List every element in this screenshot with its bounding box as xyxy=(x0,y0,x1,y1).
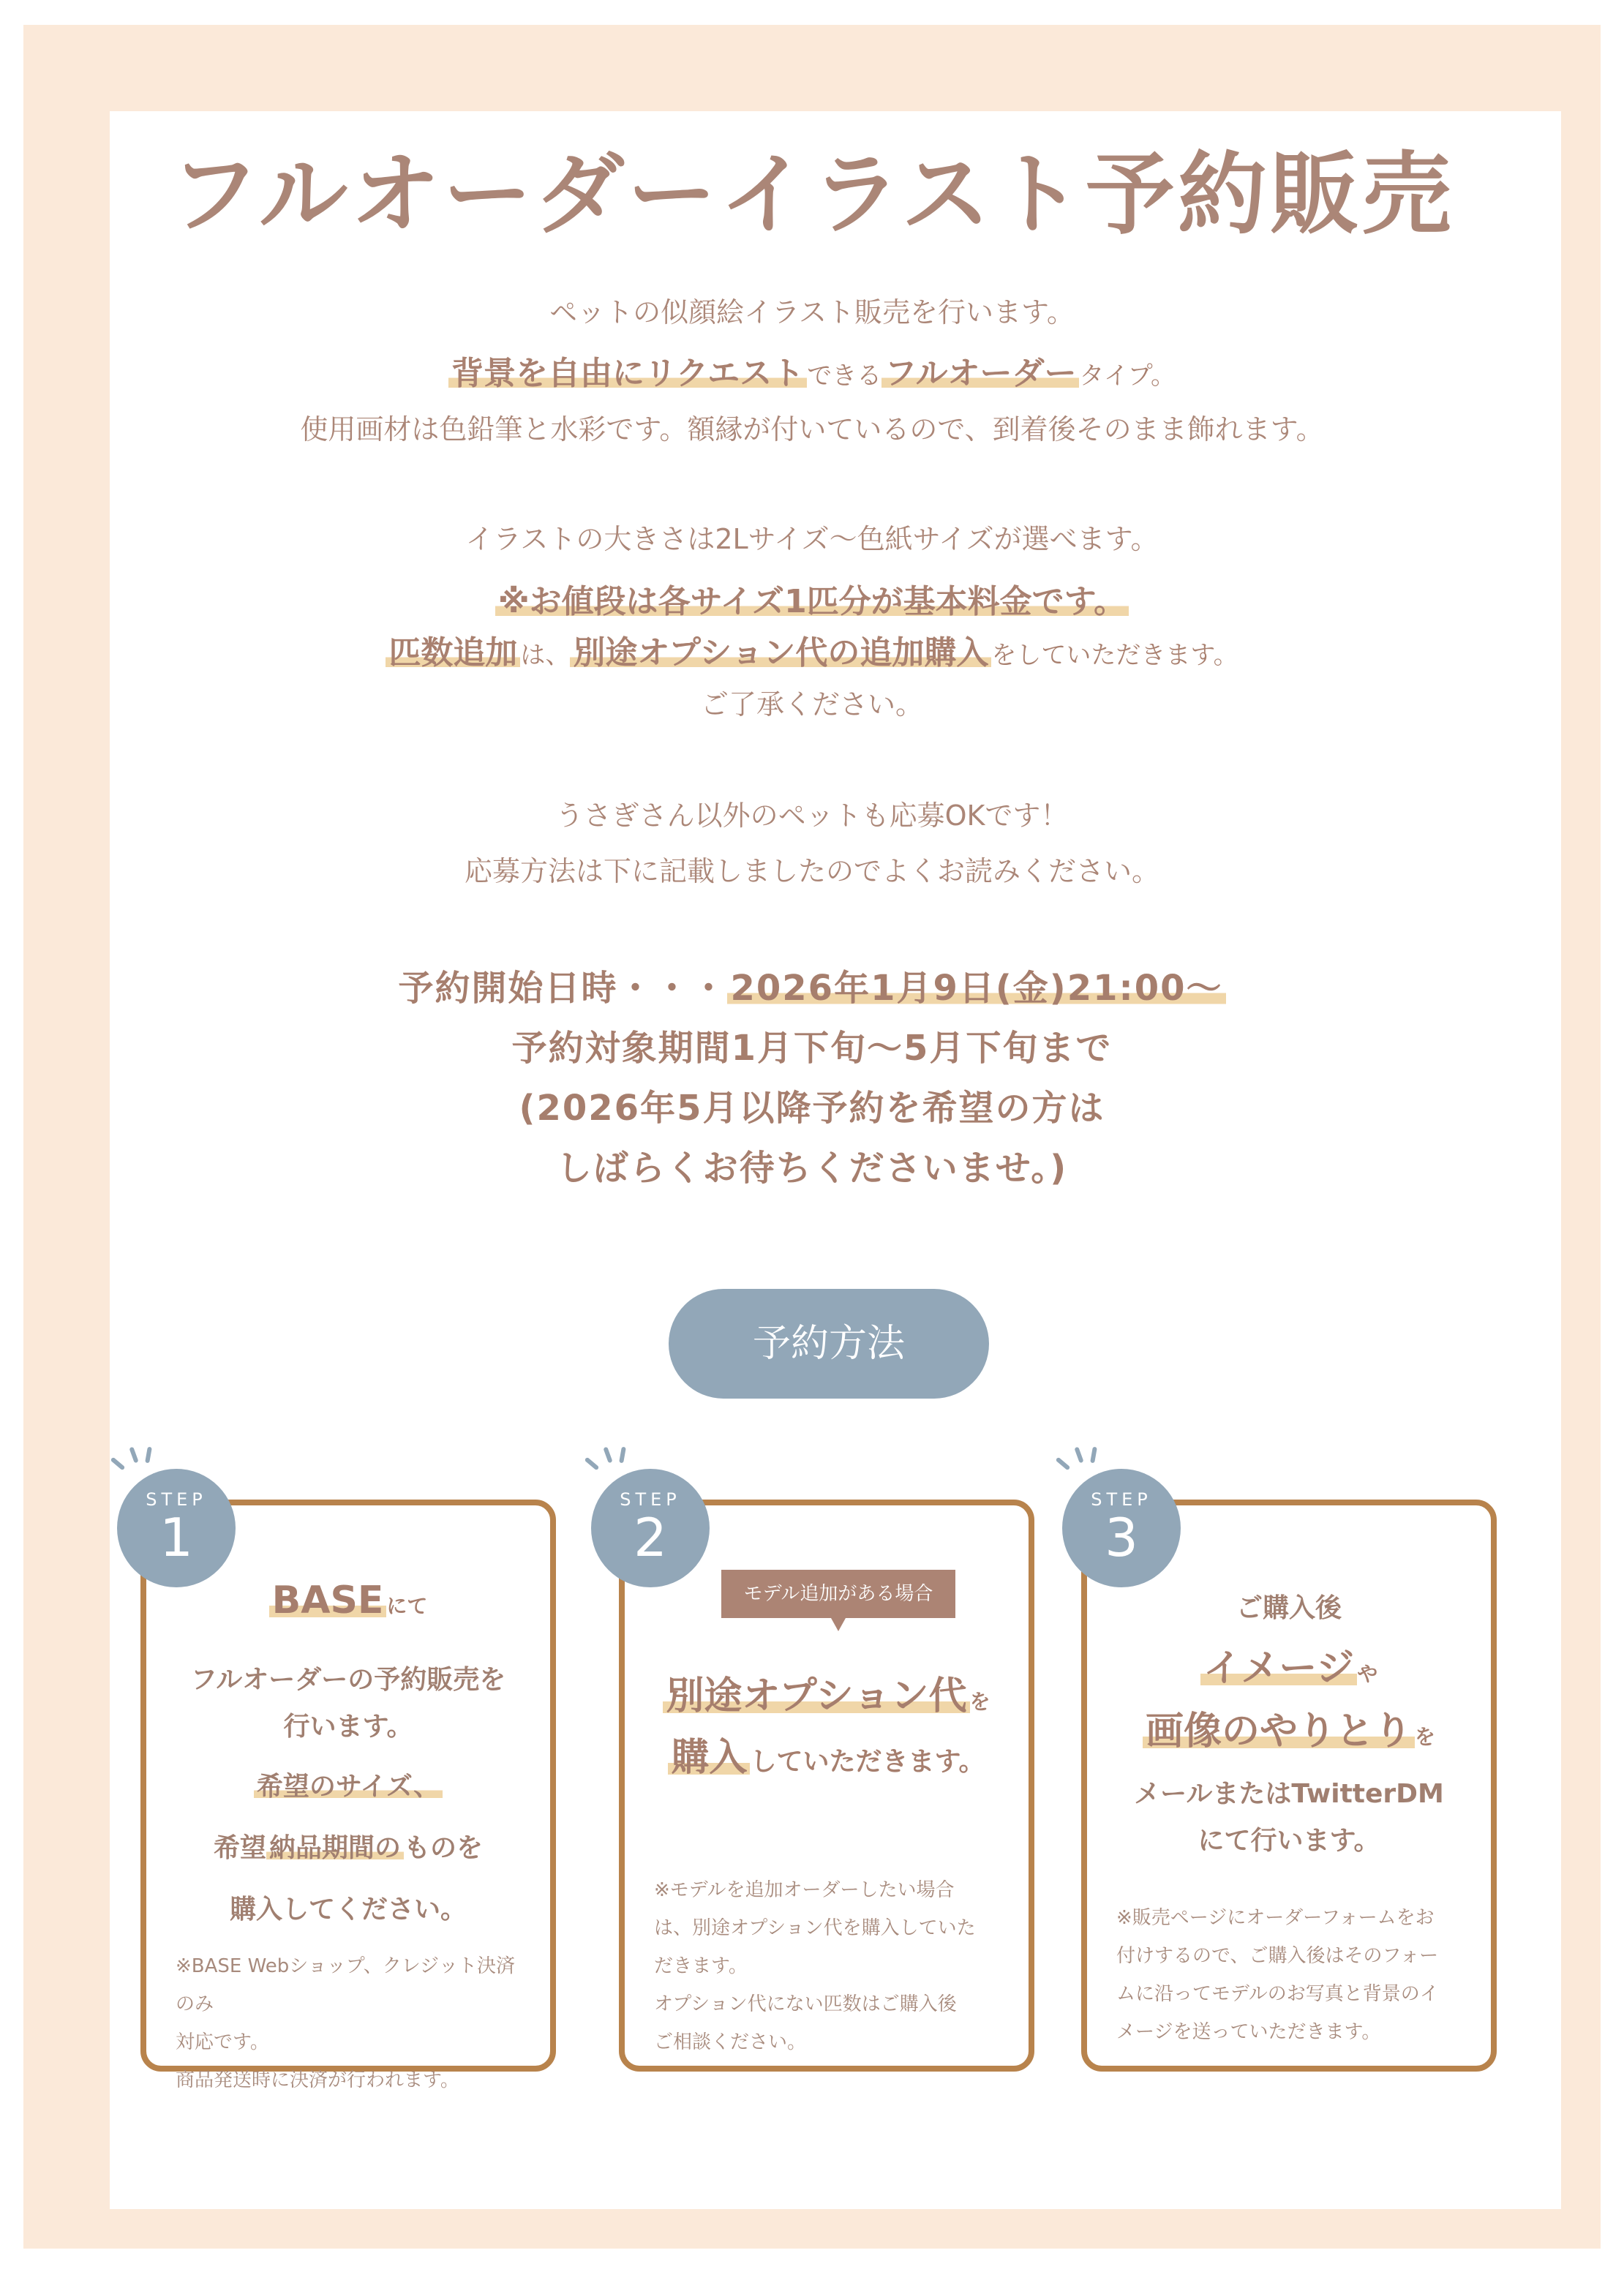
highlight-option-purchase: 別途オプション代の追加購入 xyxy=(570,634,991,672)
page-title: フルオーダーイラスト予約販売 xyxy=(170,143,1454,247)
intro-line-9: 応募方法は下に記載しましたのでよくお読みください。 xyxy=(464,855,1159,887)
intro-line-3: 使用画材は色鉛筆と水彩です。額縁が付いているので、到着後そのまま飾れます。 xyxy=(300,413,1324,445)
note-line: 商品発送時に決済が行われます。 xyxy=(176,2069,459,2091)
step-1-heading xyxy=(146,1579,550,1622)
schedule-label: 予約開始日時・・・ xyxy=(398,968,728,1009)
note-line: ※販売ページにオーダーフォームをお xyxy=(1116,1907,1435,1929)
step-1-text-1: フルオーダーの予約販売を xyxy=(190,1665,506,1695)
reservation-method-button[interactable]: 予約方法 xyxy=(669,1289,989,1399)
intro-line-2 xyxy=(0,347,1624,394)
step-label: STEP xyxy=(620,1489,681,1510)
step-3-note xyxy=(1116,1899,1475,2051)
step-number: 1 xyxy=(159,1507,193,1568)
schedule-line-4: しばらくお待ちくださいませ。) xyxy=(556,1148,1068,1189)
step-number: 2 xyxy=(634,1507,667,1568)
schedule-line-1 xyxy=(0,960,1624,1010)
step-label: STEP xyxy=(1091,1489,1152,1510)
step-2-note xyxy=(654,1871,1012,2061)
highlight-purchase: 購入 xyxy=(668,1736,750,1780)
highlight-background-request: 背景を自由にリクエスト xyxy=(448,355,807,392)
step-text: を xyxy=(1415,1725,1436,1749)
step-3-text-3: メールまたはTwitterDM xyxy=(1134,1779,1444,1809)
intro-text: タイプ。 xyxy=(1079,361,1176,391)
step-2-heading-2 xyxy=(625,1726,1029,1781)
highlight-additional-count: 匹数追加 xyxy=(386,634,520,672)
note-line: メージを送っていただきます。 xyxy=(1116,2021,1381,2043)
highlight-delivery: 納品期間の xyxy=(266,1833,404,1863)
step-2-badge xyxy=(591,1469,710,1587)
note-line: ムに沿ってモデルのお写真と背景のイ xyxy=(1116,1983,1439,2005)
highlight-option-fee: 別途オプション代 xyxy=(663,1674,969,1718)
step-label: STEP xyxy=(146,1489,207,1510)
step-3-heading-2 xyxy=(1087,1700,1491,1755)
note-line: ※モデルを追加オーダーしたい場合 xyxy=(654,1879,955,1901)
intro-line-8: うさぎさん以外のペットも応募OKです！ xyxy=(555,800,1069,832)
intro-text: は、 xyxy=(520,641,571,670)
schedule-line-2: 予約対象期間1月下旬〜5月下旬まで xyxy=(511,1028,1113,1069)
step-text: を xyxy=(969,1690,990,1714)
note-line: オプション代にない匹数はご購入後 xyxy=(654,1993,957,2015)
step-3-card xyxy=(1081,1500,1497,2072)
step-1-text-2: 行います。 xyxy=(283,1712,413,1742)
step-text: にて xyxy=(386,1594,428,1618)
step-3-text-0: ご購入後 xyxy=(1236,1593,1342,1623)
step-2-card xyxy=(619,1500,1034,2072)
intro-text: をしていただきます。 xyxy=(991,641,1238,670)
step-1-text-5: 購入してください。 xyxy=(229,1895,467,1925)
step-text: 希望 xyxy=(213,1833,266,1863)
note-line: だきます。 xyxy=(654,1955,748,1977)
note-line: は、別途オプション代を購入していた xyxy=(654,1917,976,1939)
step-2-heading-1 xyxy=(625,1665,1029,1720)
model-add-tag: モデル追加がある場合 xyxy=(721,1570,955,1618)
highlight-size: 希望のサイズ、 xyxy=(254,1772,443,1802)
intro-line-7: ご了承ください。 xyxy=(700,688,923,721)
step-text: していただきます。 xyxy=(750,1747,985,1777)
step-1-note xyxy=(176,1947,534,2099)
intro-line-4: イラストの大きさは2Lサイズ〜色紙サイズが選べます。 xyxy=(465,523,1159,555)
note-line: 付けするので、ご購入後はそのフォー xyxy=(1116,1945,1439,1967)
intro-line-1: ペットの似顔絵イラスト販売を行います。 xyxy=(549,296,1075,328)
step-text: ものを xyxy=(404,1833,484,1863)
step-3-text-4: にて行います。 xyxy=(1198,1826,1380,1856)
step-1-card xyxy=(140,1500,556,2091)
highlight-price-note: ※お値段は各サイズ1匹分が基本料金です。 xyxy=(495,583,1129,620)
highlight-exchange: 画像のやりとり xyxy=(1143,1709,1415,1753)
highlight-full-order: フルオーダー xyxy=(881,355,1079,392)
step-text: や xyxy=(1357,1662,1378,1686)
step-1-badge xyxy=(117,1469,236,1587)
step-3-heading-1 xyxy=(1087,1637,1491,1692)
intro-line-6 xyxy=(0,626,1624,673)
note-line: ご相談ください。 xyxy=(654,2031,807,2053)
step-1-text-3 xyxy=(146,1766,550,1803)
step-3-badge xyxy=(1062,1469,1181,1587)
note-line: ※BASE Webショップ、クレジット決済のみ xyxy=(176,1955,516,2015)
highlight-image: イメージ xyxy=(1200,1647,1357,1690)
note-line: 対応です。 xyxy=(176,2031,269,2053)
highlight-start-date: 2026年1月9日(金)21:00〜 xyxy=(727,968,1225,1009)
schedule-line-3: (2026年5月以降予約を希望の方は xyxy=(519,1088,1105,1129)
step-1-text-4 xyxy=(146,1827,550,1865)
highlight-base: BASE xyxy=(269,1579,387,1622)
intro-text: できる xyxy=(807,361,882,391)
intro-line-5 xyxy=(0,575,1624,622)
step-number: 3 xyxy=(1105,1507,1138,1568)
